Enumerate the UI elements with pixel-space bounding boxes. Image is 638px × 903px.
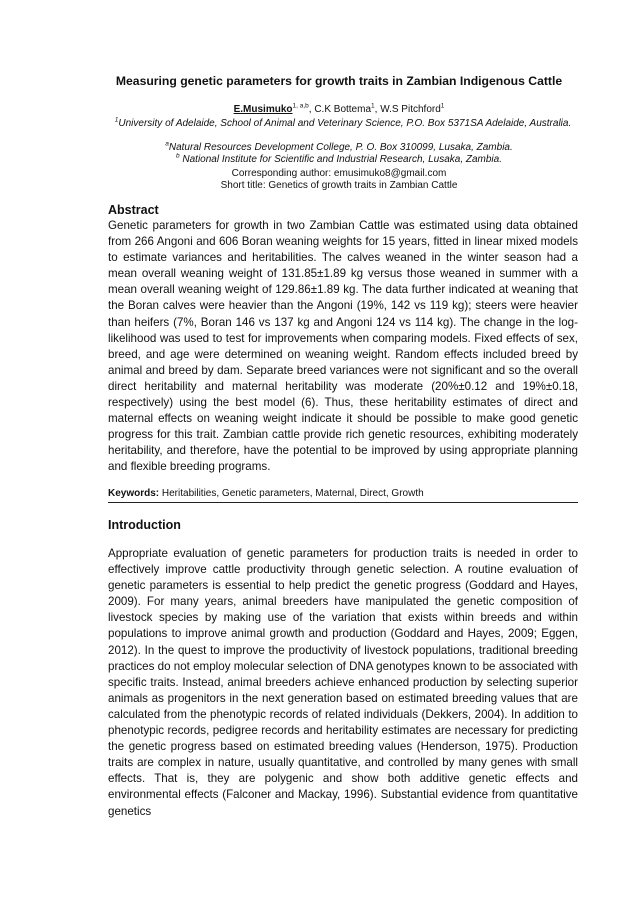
affiliation-nisir — [100, 154, 578, 166]
abstract-body: Genetic parameters for growth in two Zambian Cattle was estimated using data obtained from 266 Angoni and 606 Boran weaning weights for 15 years, fitted in linear mixed models to estimate variances and heritabilities. The calves weaned in the winter season had a mean overall weaning weight of 131.85±1.89 kg versus those weaned in summer with a mean overall weaning weight of 129.86±1.89 kg. The data further indicated at weaning that the Boran calves were heavier than the Angoni (19%, 142 vs 119 kg); steers were heavier than heifers (7%, Boran 146 vs 137 kg and Angoni 124 vs 114 kg). The change in the log-likelihood was used to test for improvements when comparing models. Fixed effects of sex, breed, and age were determined on weaning weight. Random effects included breed by animal and breed by dam. Separate breed variances were not significant and so the overall direct heritability and maternal heritability was moderate (20%±0.12 and 19%±0.18, respectively) using the best model (6). Thus, these heritability estimates of direct and maternal effects on weaning weight indicate it should be possible to make good genetic progress for this trait. Zambian cattle provide rich genetic resources, exhibiting moderately heritability, and therefore, have the potential to be improved by using appropriate planning and flexible breeding programs. — [108, 219, 578, 474]
affil-b-text: National Institute for Scientific and Industrial Research, Lusaka, Zambia. — [179, 154, 502, 165]
main-author: E.Musimuko — [233, 104, 293, 115]
affil-a-mark: a — [165, 140, 169, 148]
main-author-affil-mark: 1, a,b — [292, 102, 309, 110]
abstract-heading: Abstract — [108, 203, 159, 217]
keywords-line — [108, 488, 578, 500]
pitchford-affil-mark: 1 — [440, 102, 445, 110]
co-author-bottema: , C.K Bottema — [308, 104, 372, 115]
affiliation-nrdc — [100, 142, 578, 154]
section-divider — [108, 502, 578, 503]
introduction-heading: Introduction — [108, 518, 181, 532]
affil-1-mark: 1 — [114, 116, 119, 124]
affiliation-adelaide — [108, 118, 578, 130]
keywords-list: Heritabilities, Genetic parameters, Maternal, Direct, Growth — [159, 488, 424, 499]
corresponding-author: Corresponding author: emusimuko8@gmail.com — [231, 168, 447, 179]
affil-a-text: Natural Resources Development College, P. O. Box 310099, Lusaka, Zambia. — [168, 142, 513, 153]
keywords-label: Keywords: — [108, 488, 160, 499]
affil-1-text: University of Adelaide, School of Animal and Veterinary Science, P.O. Box 5371SA Adelaide, Australia. — [118, 118, 572, 129]
author-line — [100, 104, 578, 116]
short-title: Short title: Genetics of growth traits in Zambian Cattle — [220, 180, 458, 191]
bottema-affil-mark: 1 — [371, 102, 375, 110]
paper-title: Measuring genetic parameters for growth traits in Zambian Indigenous Cattle — [115, 74, 563, 88]
co-author-pitchford: , W.S Pitchford — [374, 104, 441, 115]
introduction-body: Appropriate evaluation of genetic parameters for production traits is needed in order to effectively improve cattle productivity through genetic selection. A routine evaluation of genetic parameters is essential to help predict the genetic progress (Goddard and Hayes, 2009). For many years, animal breeders have manipulated the genetic composition of livestock species by making use of the variation that exists within breeds and within populations to improve animal growth and production (Goddard and Hayes, 2009; Eggen, 2012). In the quest to improve the productivity of livestock populations, traditional breeding practices do not employ molecular selection of DNA genotypes known to be associated with specific traits. Instead, animal breeders achieve enhanced production by selecting superior animals as progenitors in the next generation based on estimated breeding values that are calculated from the phenotypic records of related individuals (Dekkers, 2004). In addition to phenotypic records, pedigree records and heritability estimates are necessary for predicting the genetic progress based on estimated breeding values (Henderson, 1975). Production traits are complex in nature, usually quantitative, and controlled by many genes with small effects. That is, they are polygenic and show both additive genetic effects and environmental effects (Falconer and Mackay, 1996). Substantial evidence from quantitative genetics — [108, 547, 578, 818]
affil-b-mark: b — [175, 152, 180, 160]
